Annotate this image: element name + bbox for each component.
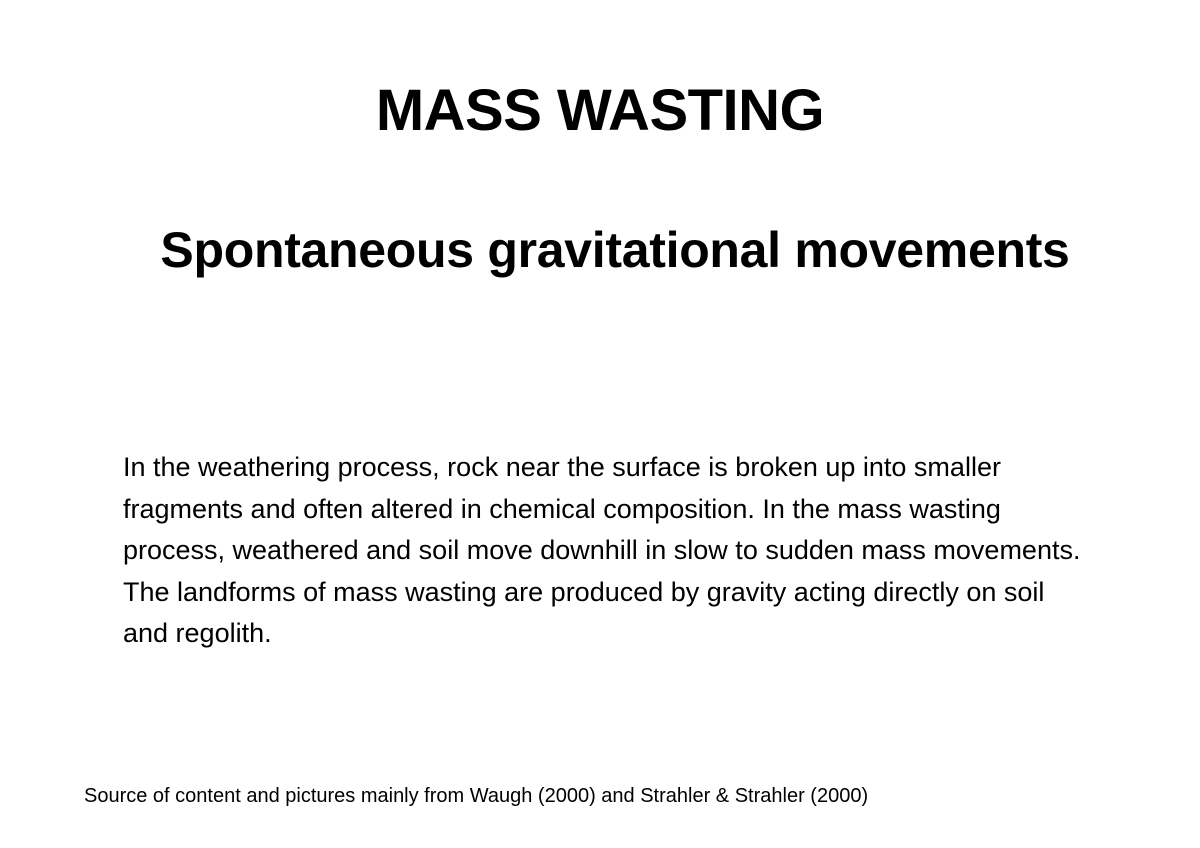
source-citation: Source of content and pictures mainly from Waugh (2000) and Strahler & Strahler (2000) xyxy=(84,785,869,807)
slide-title: MASS WASTING xyxy=(375,78,825,143)
slide-subtitle: Spontaneous gravitational movements xyxy=(160,222,1070,278)
body-paragraph: In the weathering process, rock near the surface is broken up into smaller fragments and often altered in chemical composition. In the mass wasting process, weathered and soil move downhill in slow to sudden mass movements. The landforms of mass wasting are produced by gravity acting directly on soil and regolith. xyxy=(123,452,1081,648)
